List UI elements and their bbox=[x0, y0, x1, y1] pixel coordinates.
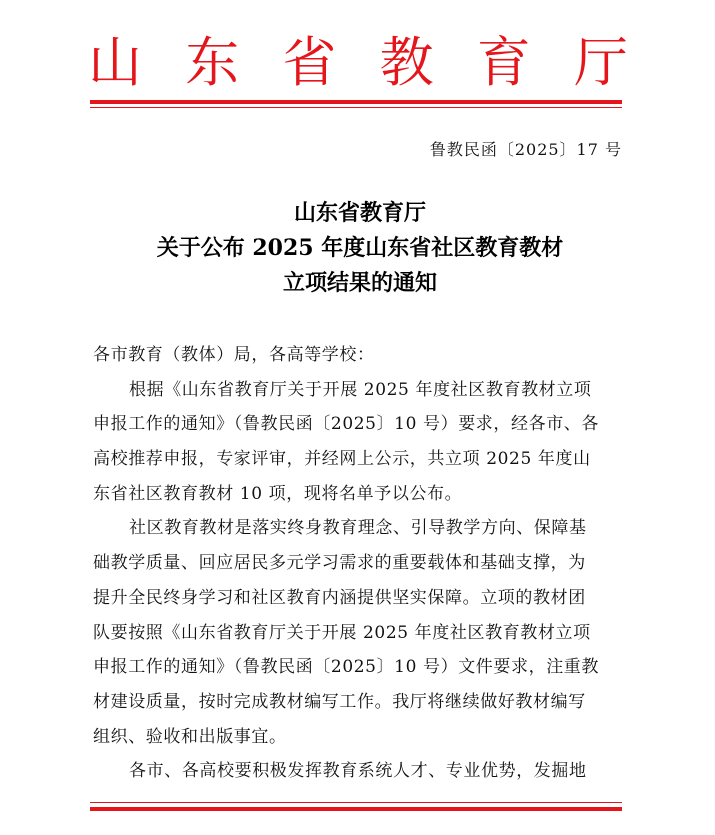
paragraph-2-line: 提升全民终身学习和社区教育内涵提供坚实保障。立项的教材团 bbox=[93, 587, 586, 608]
header-rule-thick bbox=[90, 100, 622, 104]
agency-header: 山东省教育厅 bbox=[88, 31, 628, 94]
paragraph-2-line: 材建设质量，按时完成教材编写工作。我厅将继续做好教材编写 bbox=[93, 691, 586, 712]
paragraph-2-line: 申报工作的通知》（鲁教民函〔2025〕10 号）文件要求，注重教 bbox=[93, 657, 599, 678]
salutation: 各市教育（教体）局，各高等学校： bbox=[93, 345, 375, 365]
notice-body bbox=[93, 338, 623, 789]
footer-rule-thin bbox=[90, 802, 622, 803]
paragraph-1-line: 高校推荐申报，专家评审，并经网上公示，共立项 2025 年度山 bbox=[93, 449, 591, 470]
footer-rule-thick bbox=[90, 807, 622, 811]
paragraph-1-line: 东省社区教育教材 10 项，现将名单予以公布。 bbox=[93, 483, 463, 504]
notice-title-line-2: 关于公布 2025 年度山东省社区教育教材 bbox=[156, 235, 564, 261]
notice-title bbox=[60, 196, 660, 301]
paragraph-2-line: 础教学质量、回应居民多元学习需求的重要载体和基础支撑，为 bbox=[93, 553, 586, 574]
notice-title-line-3: 立项结果的通知 bbox=[282, 270, 437, 296]
paragraph-1-line: 申报工作的通知》（鲁教民函〔2025〕10 号）要求，经各市、各 bbox=[93, 414, 599, 435]
header-rule-thin bbox=[90, 107, 622, 108]
paragraph-2-line: 组织、验收和出版事宜。 bbox=[93, 726, 287, 747]
paragraph-1-line: 根据《山东省教育厅关于开展 2025 年度社区教育教材立项 bbox=[129, 379, 592, 400]
notice-title-line-1: 山东省教育厅 bbox=[293, 200, 426, 226]
document-number: 鲁教民函〔2025〕17 号 bbox=[429, 140, 622, 159]
paragraph-2-line: 社区教育教材是落实终身教育理念、引导教学方向、保障基 bbox=[129, 518, 587, 539]
paragraph-3-line: 各市、各高校要积极发挥教育系统人才、专业优势，发掘地 bbox=[129, 761, 587, 782]
paragraph-2-line: 队要按照《山东省教育厅关于开展 2025 年度社区教育教材立项 bbox=[93, 622, 591, 643]
